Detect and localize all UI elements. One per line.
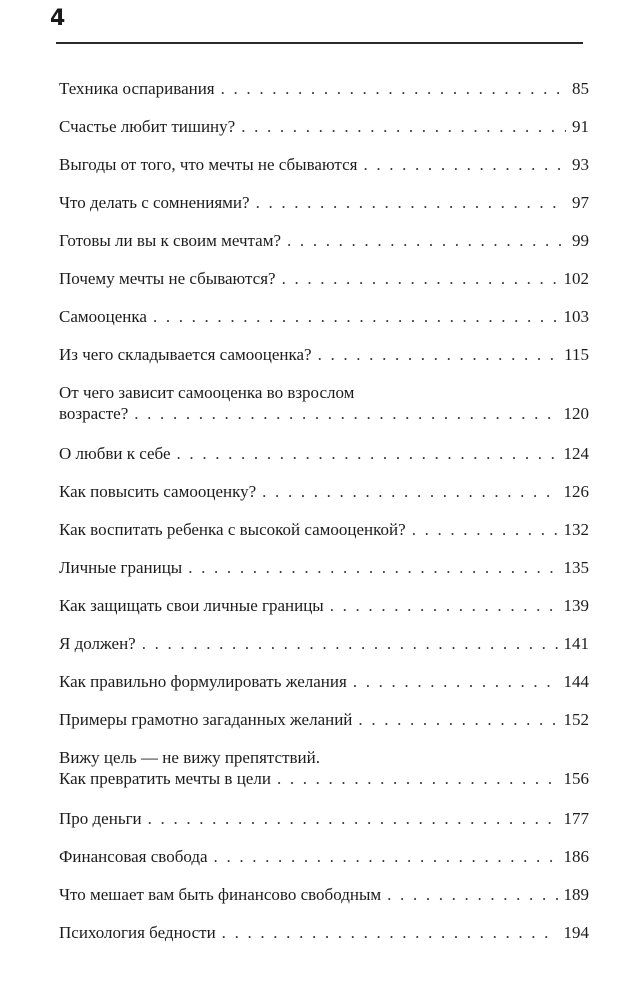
toc-entry <box>59 519 589 540</box>
toc-entry-title: Про деньги <box>59 809 142 828</box>
toc-entry-title: Счастье любит тишину? <box>59 117 236 136</box>
toc-entry-title: Что мешает вам быть финансово свободным <box>59 885 382 904</box>
toc-entry <box>59 443 589 464</box>
toc-entry <box>59 884 589 905</box>
toc-entry-page: 135 <box>563 558 589 577</box>
toc-entry-title: От чего зависит самооценка во взрослом <box>59 383 355 402</box>
dot-leader <box>287 230 566 251</box>
toc-entry <box>59 747 589 789</box>
dot-leader <box>222 922 558 943</box>
toc-entry-page: 85 <box>572 79 589 98</box>
toc-entry-page: 97 <box>572 193 589 212</box>
page-number: 4 <box>50 6 66 31</box>
toc-entry-page: 186 <box>563 847 589 866</box>
toc-entry-title: Вижу цель — не вижу препятствий. <box>59 748 320 767</box>
toc-entry-title: Что делать с сомнениями? <box>59 193 250 212</box>
toc-entry-title: Как правильно формулировать желания <box>59 672 347 691</box>
toc-entry <box>59 382 589 424</box>
dot-leader <box>358 709 557 730</box>
toc-entry <box>59 595 589 616</box>
toc-entry-page: 102 <box>563 269 589 288</box>
toc-entry-page: 124 <box>563 444 589 463</box>
toc-entry-title: Из чего складывается самооценка? <box>59 345 312 364</box>
dot-leader <box>412 519 558 540</box>
toc-entry-page: 152 <box>563 710 589 729</box>
toc-entry-title: Техника оспаривания <box>59 79 215 98</box>
toc-entry-page: 91 <box>572 117 589 136</box>
toc-entry <box>59 709 589 730</box>
dot-leader <box>277 768 558 789</box>
toc-entry-title: Финансовая свобода <box>59 847 208 866</box>
toc-entry-page: 132 <box>563 520 589 539</box>
dot-leader <box>241 116 566 137</box>
toc-entry-page: 177 <box>563 809 589 828</box>
dot-leader <box>256 192 566 213</box>
toc-entry <box>59 192 589 213</box>
toc-entry-title: возрасте? <box>59 404 129 423</box>
dot-leader <box>188 557 557 578</box>
toc-entry-page: 189 <box>563 885 589 904</box>
toc-entry-title: Выгоды от того, что мечты не сбываются <box>59 155 358 174</box>
toc-entry-page: 156 <box>563 769 589 788</box>
toc-entry-title: Как воспитать ребенка с высокой самооценкой? <box>59 520 406 539</box>
toc-entry <box>59 78 589 99</box>
dot-leader <box>318 344 559 365</box>
toc-entry-page: 126 <box>563 482 589 501</box>
dot-leader <box>134 403 557 424</box>
toc-entry-title: О любви к себе <box>59 444 171 463</box>
toc-entry <box>59 344 589 365</box>
dot-leader <box>214 846 558 867</box>
dot-leader <box>177 443 558 464</box>
dot-leader <box>353 671 558 692</box>
toc-entry <box>59 557 589 578</box>
dot-leader <box>148 808 558 829</box>
toc-entry-title: Как превратить мечты в цели <box>59 769 271 788</box>
toc-entry-title: Готовы ли вы к своим мечтам? <box>59 231 282 250</box>
toc-entry-title: Самооценка <box>59 307 147 326</box>
toc-entry <box>59 230 589 251</box>
toc-entry-page: 93 <box>572 155 589 174</box>
toc-entry-title: Психология бедности <box>59 923 216 942</box>
dot-leader <box>363 154 566 175</box>
toc-entry <box>59 633 589 654</box>
toc-entry-title: Личные границы <box>59 558 183 577</box>
toc-entry-title: Я должен? <box>59 634 136 653</box>
toc-entry <box>59 481 589 502</box>
toc-entry-page: 194 <box>563 923 589 942</box>
toc-entry <box>59 154 589 175</box>
toc-entry-title: Почему мечты не сбываются? <box>59 269 276 288</box>
toc-entry <box>59 116 589 137</box>
dot-leader <box>142 633 558 654</box>
toc-entry-page: 141 <box>563 634 589 653</box>
dot-leader <box>330 595 558 616</box>
toc-entry <box>59 306 589 327</box>
toc-entry <box>59 808 589 829</box>
toc-entry-title: Примеры грамотно загаданных желаний <box>59 710 353 729</box>
header-rule <box>56 42 583 44</box>
toc-entry <box>59 268 589 289</box>
dot-leader <box>282 268 558 289</box>
dot-leader <box>153 306 558 327</box>
toc-entry-page: 139 <box>563 596 589 615</box>
toc-entry-title: Как повысить самооценку? <box>59 482 257 501</box>
toc-entry-page: 99 <box>572 231 589 250</box>
toc-entry <box>59 846 589 867</box>
toc-entry <box>59 671 589 692</box>
toc-entry-page: 144 <box>563 672 589 691</box>
dot-leader <box>262 481 557 502</box>
toc-entry-page: 103 <box>563 307 589 326</box>
dot-leader <box>387 884 557 905</box>
toc-entry-page: 120 <box>563 404 589 423</box>
toc-entry <box>59 922 589 943</box>
dot-leader <box>221 78 566 99</box>
toc-entry-page: 115 <box>564 345 589 364</box>
toc-entry-title: Как защищать свои личные границы <box>59 596 324 615</box>
